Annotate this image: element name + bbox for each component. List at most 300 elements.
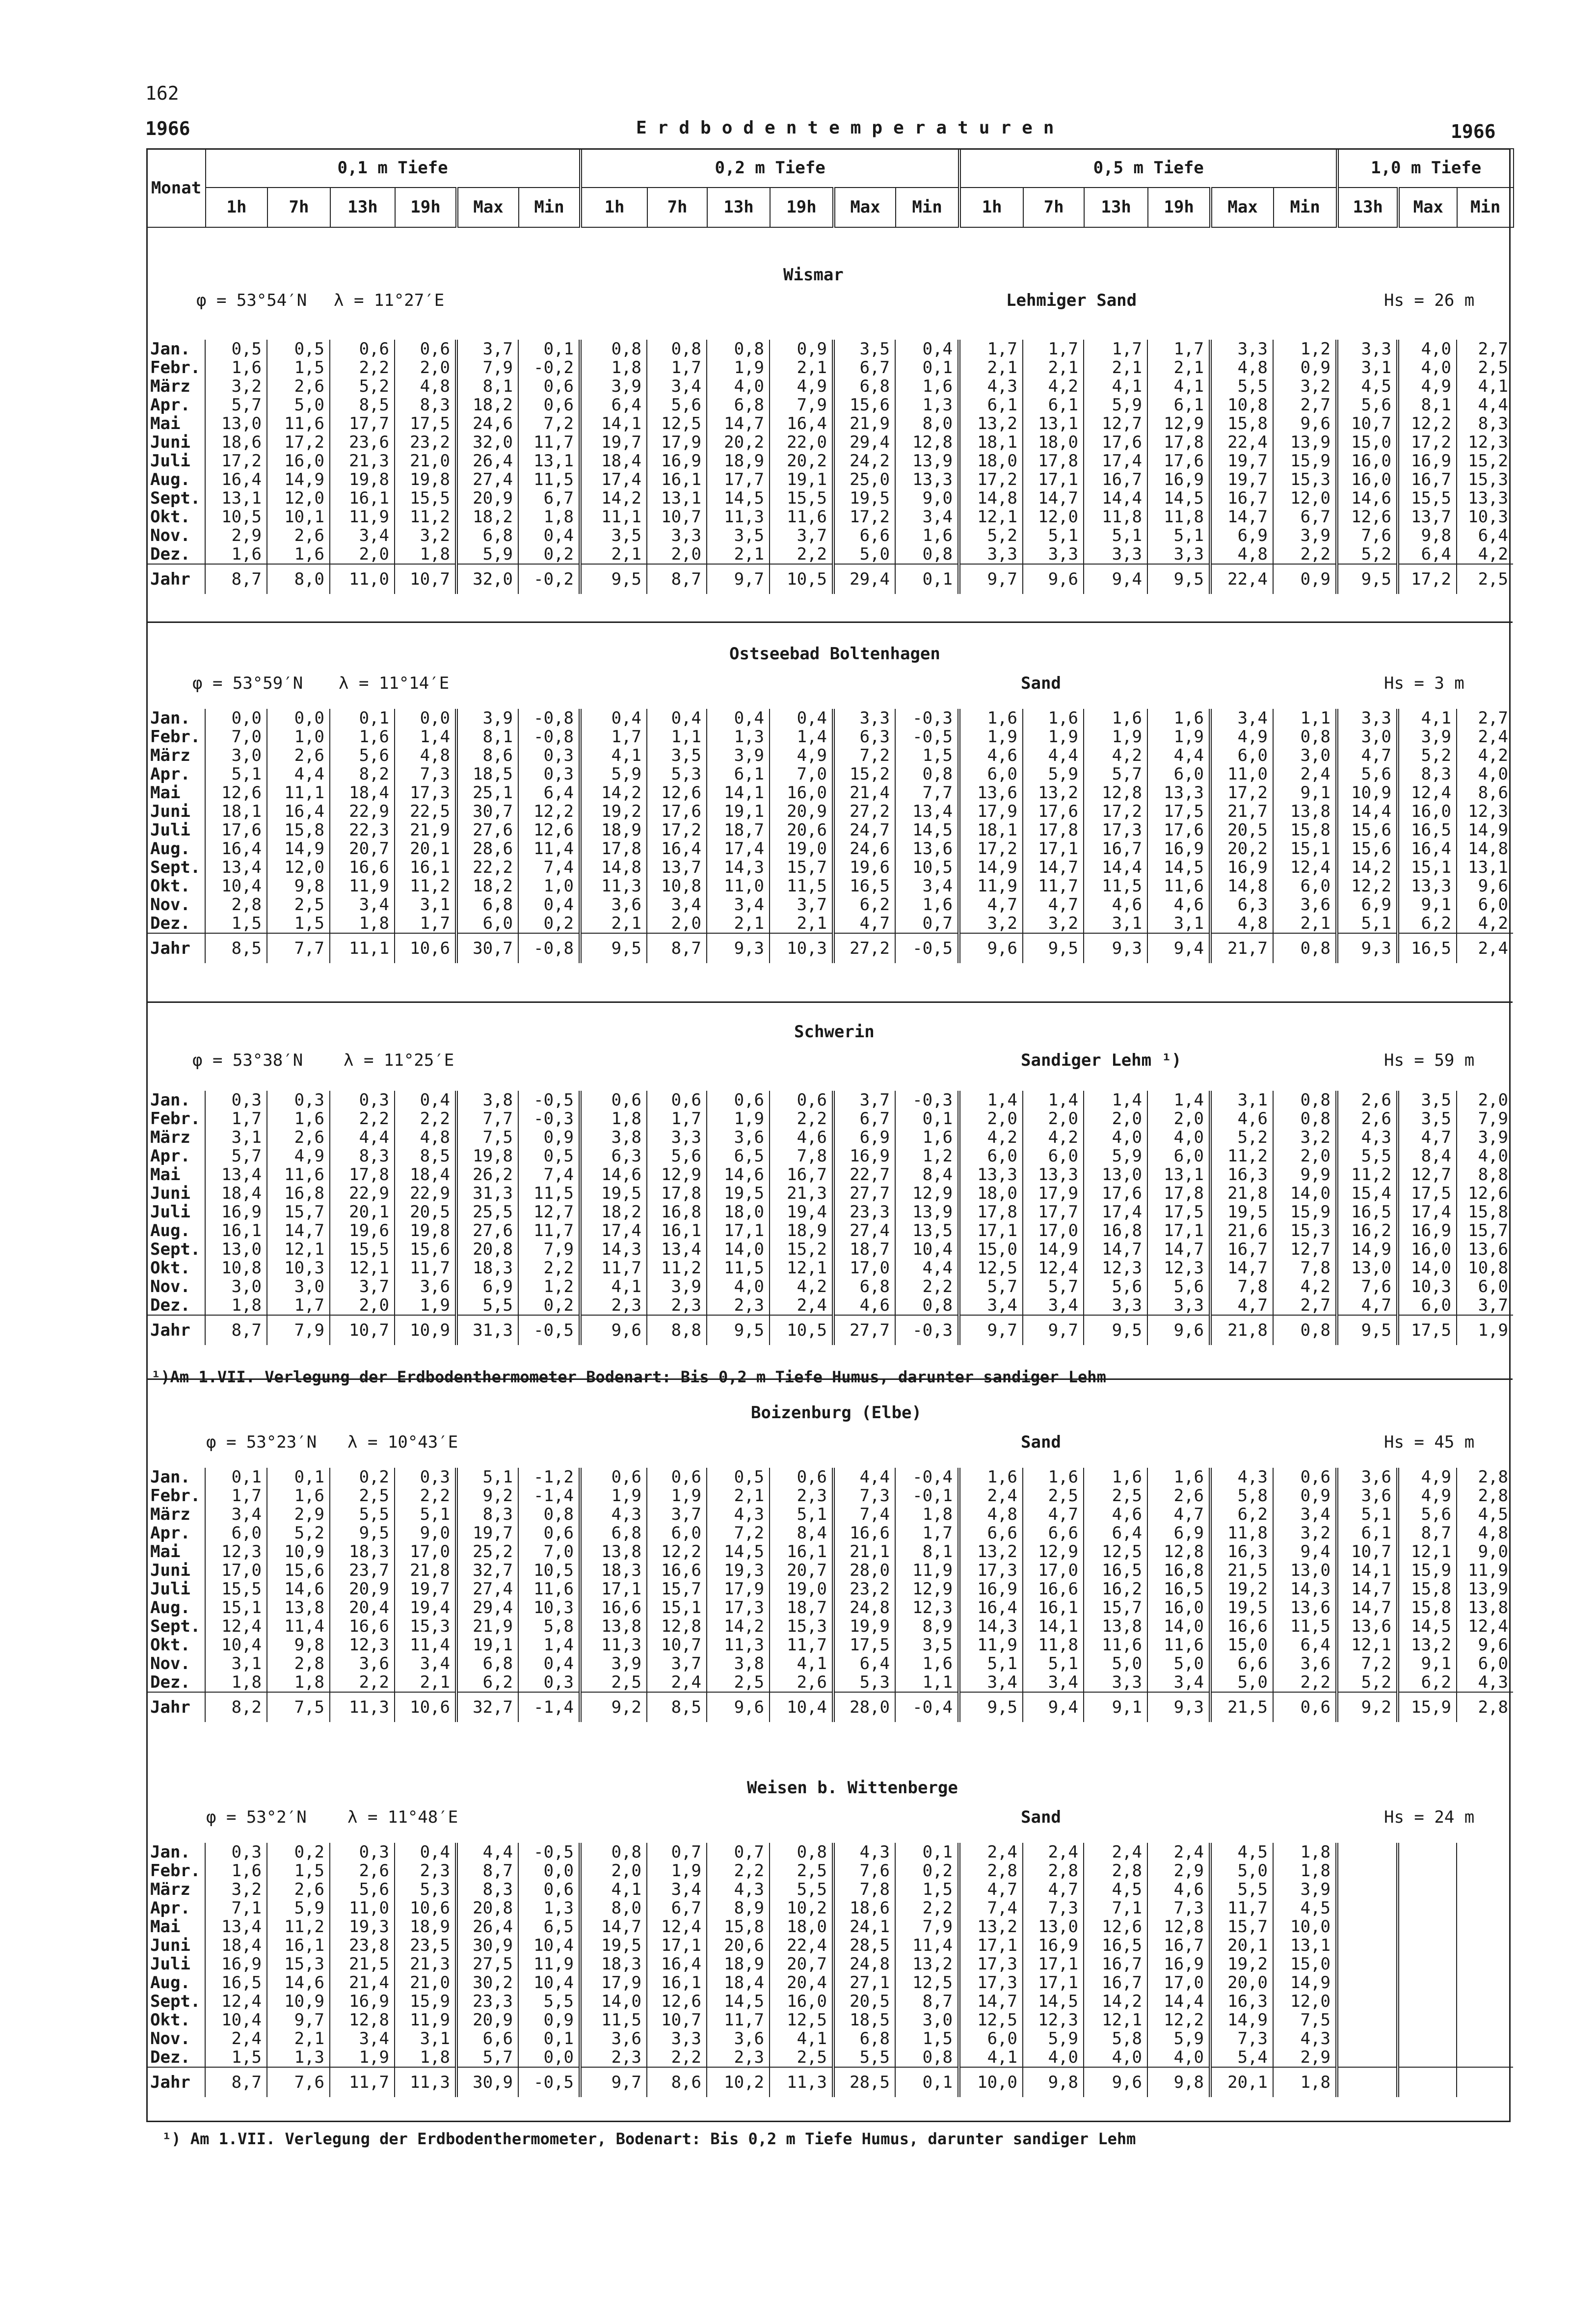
data-cell: 2,6 bbox=[770, 1673, 833, 1692]
data-cell: 17,8 bbox=[647, 1184, 707, 1203]
data-cell: 3,4 bbox=[647, 377, 707, 396]
data-cell: 6,0 bbox=[1457, 895, 1513, 914]
data-cell: 6,6 bbox=[833, 526, 895, 545]
month-label: Aug. bbox=[150, 1598, 190, 1617]
data-cell: 7,6 bbox=[1337, 1277, 1398, 1296]
data-cell: 16,4 bbox=[205, 470, 267, 489]
data-cell: 17,4 bbox=[580, 470, 647, 489]
data-cell: 21,5 bbox=[330, 1955, 395, 1973]
data-cell: 1,7 bbox=[395, 914, 456, 933]
data-cell: 18,3 bbox=[330, 1542, 395, 1561]
data-cell: 3,6 bbox=[580, 895, 647, 914]
data-cell: 9,8 bbox=[267, 877, 330, 895]
data-cell bbox=[1398, 2067, 1457, 2097]
data-cell: 7,9 bbox=[456, 358, 518, 377]
data-cell: 12,6 bbox=[647, 1992, 707, 2011]
data-cell: 13,1 bbox=[1147, 1165, 1210, 1184]
data-cell: 3,5 bbox=[833, 340, 895, 358]
data-cell: 4,8 bbox=[395, 1128, 456, 1147]
data-cell: 8,4 bbox=[770, 1524, 833, 1542]
data-cell: 21,5 bbox=[1210, 1692, 1273, 1722]
data-cell: 8,7 bbox=[895, 1992, 959, 2011]
data-cell: 1,4 bbox=[1084, 1091, 1147, 1109]
data-cell: 1,6 bbox=[1147, 1468, 1210, 1486]
data-cell: 2,0 bbox=[1023, 1109, 1084, 1128]
data-cell: 3,8 bbox=[580, 1128, 647, 1147]
data-cell: 2,5 bbox=[770, 1861, 833, 1880]
data-cell: 2,4 bbox=[1023, 1843, 1084, 1861]
data-cell: 16,6 bbox=[1023, 1580, 1084, 1598]
data-cell: 27,1 bbox=[833, 1973, 895, 1992]
data-cell: 9,5 bbox=[1147, 564, 1210, 594]
data-cell: 0,1 bbox=[518, 340, 580, 358]
data-cell: 8,8 bbox=[1457, 1165, 1513, 1184]
data-cell: 1,9 bbox=[1457, 1315, 1513, 1345]
data-cell: 6,6 bbox=[1210, 1654, 1273, 1673]
table-row bbox=[146, 1128, 1513, 1147]
data-cell: 1,7 bbox=[205, 1109, 267, 1128]
data-cell: 4,0 bbox=[707, 377, 770, 396]
data-cell: 15,5 bbox=[395, 489, 456, 508]
data-cell: 1,4 bbox=[1023, 1091, 1084, 1109]
data-cell: 17,4 bbox=[580, 1221, 647, 1240]
data-cell: 14,7 bbox=[1084, 1240, 1147, 1259]
data-cell: 3,4 bbox=[707, 895, 770, 914]
data-cell: 3,5 bbox=[895, 1636, 959, 1654]
data-cell: 1,7 bbox=[205, 1486, 267, 1505]
data-cell: 15,3 bbox=[1273, 470, 1337, 489]
data-cell: 5,2 bbox=[1337, 545, 1398, 564]
col-header: 7h bbox=[267, 188, 330, 227]
data-cell: 1,5 bbox=[895, 1880, 959, 1899]
data-cell: 15,8 bbox=[1457, 1203, 1513, 1221]
month-label: Jan. bbox=[150, 1842, 190, 1862]
data-cell: 0,4 bbox=[770, 709, 833, 728]
data-cell: 13,3 bbox=[1398, 877, 1457, 895]
month-label: Aug. bbox=[150, 470, 190, 489]
table-row bbox=[146, 1203, 1513, 1221]
data-cell: 9,1 bbox=[1398, 895, 1457, 914]
data-cell: 6,0 bbox=[959, 765, 1023, 783]
month-label: Nov. bbox=[150, 1277, 190, 1296]
data-cell: 3,6 bbox=[1337, 1468, 1398, 1486]
data-cell: 2,0 bbox=[580, 1861, 647, 1880]
station-height: Hs = 59 m bbox=[1384, 1051, 1475, 1070]
data-cell: 27,5 bbox=[456, 1955, 518, 1973]
data-cell: 16,8 bbox=[1084, 1221, 1147, 1240]
data-cell: 10,6 bbox=[395, 933, 456, 963]
data-cell: 13,2 bbox=[959, 1542, 1023, 1561]
data-cell: 12,9 bbox=[1023, 1542, 1084, 1561]
depth-header-0.5: 0,5 m Tiefe bbox=[959, 149, 1337, 188]
data-cell: 8,2 bbox=[205, 1692, 267, 1722]
data-cell: 5,0 bbox=[267, 396, 330, 414]
data-cell bbox=[1398, 1843, 1457, 1861]
data-cell: 12,4 bbox=[1398, 783, 1457, 802]
data-cell: 4,3 bbox=[707, 1880, 770, 1899]
data-cell: 20,2 bbox=[1210, 839, 1273, 858]
station-longitude: λ = 11°25′E bbox=[344, 1051, 454, 1070]
data-cell: 20,7 bbox=[770, 1955, 833, 1973]
data-cell: 2,6 bbox=[267, 1880, 330, 1899]
data-cell: 12,3 bbox=[1457, 802, 1513, 821]
data-cell: 19,9 bbox=[833, 1617, 895, 1636]
data-cell: 3,9 bbox=[707, 746, 770, 765]
data-cell: 17,2 bbox=[833, 508, 895, 526]
data-cell: 17,0 bbox=[833, 1259, 895, 1277]
data-cell: 20,5 bbox=[395, 1203, 456, 1221]
data-cell: 16,4 bbox=[647, 839, 707, 858]
data-cell: 18,1 bbox=[959, 821, 1023, 839]
data-cell: 15,7 bbox=[1210, 1917, 1273, 1936]
data-cell: 24,1 bbox=[833, 1917, 895, 1936]
data-cell: 14,6 bbox=[580, 1165, 647, 1184]
data-cell bbox=[1457, 1973, 1513, 1992]
data-cell: 14,9 bbox=[1023, 1240, 1084, 1259]
data-cell: 11,6 bbox=[267, 1165, 330, 1184]
data-cell: 14,7 bbox=[1337, 1598, 1398, 1617]
data-cell: 10,8 bbox=[1210, 396, 1273, 414]
data-cell: 6,9 bbox=[833, 1128, 895, 1147]
month-label: März bbox=[150, 377, 190, 396]
data-cell: 1,3 bbox=[895, 396, 959, 414]
data-cell: 6,4 bbox=[833, 1654, 895, 1673]
data-cell: 5,5 bbox=[1337, 1147, 1398, 1165]
col-header: 19h bbox=[770, 188, 834, 227]
data-cell: 1,9 bbox=[707, 1109, 770, 1128]
data-cell: 17,6 bbox=[1084, 1184, 1147, 1203]
data-cell: 15,2 bbox=[1457, 452, 1513, 470]
data-cell: 16,0 bbox=[1398, 1240, 1457, 1259]
data-cell: 9,8 bbox=[267, 1636, 330, 1654]
table-row bbox=[146, 1277, 1513, 1296]
data-cell: 19,7 bbox=[1210, 470, 1273, 489]
data-cell: 2,1 bbox=[770, 358, 833, 377]
data-cell: 20,1 bbox=[395, 839, 456, 858]
data-cell: 14,9 bbox=[1273, 1973, 1337, 1992]
data-cell: 10,0 bbox=[1273, 1917, 1337, 1936]
data-cell: 3,3 bbox=[647, 2029, 707, 2048]
data-cell: 17,9 bbox=[707, 1580, 770, 1598]
data-cell: 7,2 bbox=[1337, 1654, 1398, 1673]
data-cell: 2,0 bbox=[1273, 1147, 1337, 1165]
data-cell bbox=[1337, 1880, 1398, 1899]
data-cell: 12,8 bbox=[1084, 783, 1147, 802]
data-cell: 3,0 bbox=[205, 1277, 267, 1296]
data-cell: 6,0 bbox=[959, 1147, 1023, 1165]
data-cell: 20,7 bbox=[770, 1561, 833, 1580]
data-cell: 15,8 bbox=[267, 821, 330, 839]
data-cell: 8,5 bbox=[395, 1147, 456, 1165]
data-cell: 0,6 bbox=[518, 1524, 580, 1542]
year-left: 1966 bbox=[145, 118, 190, 139]
data-cell: 23,3 bbox=[456, 1992, 518, 2011]
data-cell: 3,6 bbox=[1273, 1654, 1337, 1673]
data-cell: 2,5 bbox=[1084, 1486, 1147, 1505]
data-cell: 19,5 bbox=[833, 489, 895, 508]
data-cell: 0,6 bbox=[647, 1091, 707, 1109]
data-cell: 0,9 bbox=[518, 2011, 580, 2029]
data-cell: 19,2 bbox=[1210, 1955, 1273, 1973]
data-cell: 2,9 bbox=[205, 526, 267, 545]
data-cell: 20,1 bbox=[1210, 1936, 1273, 1955]
data-cell: 4,9 bbox=[1398, 1468, 1457, 1486]
data-cell: 5,6 bbox=[647, 1147, 707, 1165]
data-cell: 8,4 bbox=[895, 1165, 959, 1184]
month-label: Febr. bbox=[150, 358, 201, 377]
month-label: Okt. bbox=[150, 2010, 190, 2030]
data-cell: 1,5 bbox=[205, 2048, 267, 2067]
data-cell: 3,9 bbox=[647, 1277, 707, 1296]
data-cell: 16,2 bbox=[1337, 1221, 1398, 1240]
data-cell: 2,8 bbox=[1457, 1486, 1513, 1505]
data-cell: 16,6 bbox=[580, 1598, 647, 1617]
table-row bbox=[146, 1524, 1513, 1542]
data-cell: 12,4 bbox=[647, 1917, 707, 1936]
data-cell: 11,2 bbox=[1210, 1147, 1273, 1165]
data-cell: 8,7 bbox=[205, 1315, 267, 1345]
data-cell: 6,9 bbox=[1210, 526, 1273, 545]
data-cell: 17,1 bbox=[1147, 1221, 1210, 1240]
data-cell: 4,6 bbox=[833, 1296, 895, 1315]
station-divider bbox=[146, 621, 1513, 623]
data-cell: 6,4 bbox=[1398, 545, 1457, 564]
data-cell: 2,3 bbox=[707, 2048, 770, 2067]
data-cell: 0,9 bbox=[1273, 358, 1337, 377]
data-cell: 19,8 bbox=[395, 1221, 456, 1240]
data-cell: 18,5 bbox=[833, 2011, 895, 2029]
data-cell: 0,0 bbox=[267, 709, 330, 728]
data-cell: 3,9 bbox=[1273, 526, 1337, 545]
table-row bbox=[146, 1654, 1513, 1673]
data-cell: 3,3 bbox=[1084, 1296, 1147, 1315]
data-cell: 13,5 bbox=[895, 1221, 959, 1240]
data-cell: 0,8 bbox=[580, 1843, 647, 1861]
data-cell: 6,0 bbox=[959, 2029, 1023, 2048]
data-cell: 20,5 bbox=[833, 1992, 895, 2011]
data-cell: 11,8 bbox=[1084, 508, 1147, 526]
data-cell bbox=[1337, 1992, 1398, 2011]
data-cell bbox=[1457, 1955, 1513, 1973]
data-cell: 1,0 bbox=[267, 728, 330, 746]
month-label: Nov. bbox=[150, 895, 190, 915]
station-longitude: λ = 11°27′E bbox=[334, 291, 445, 310]
data-cell: 19,2 bbox=[580, 802, 647, 821]
data-cell: 0,9 bbox=[1273, 564, 1337, 594]
data-cell bbox=[1398, 2029, 1457, 2048]
data-cell: 16,0 bbox=[770, 783, 833, 802]
data-cell: 22,7 bbox=[833, 1165, 895, 1184]
data-cell: 15,0 bbox=[1273, 1955, 1337, 1973]
data-cell: 16,9 bbox=[1398, 452, 1457, 470]
data-cell: 1,7 bbox=[1084, 340, 1147, 358]
data-cell: 2,9 bbox=[1273, 2048, 1337, 2067]
data-cell: 2,5 bbox=[707, 1673, 770, 1692]
data-cell: 16,2 bbox=[1084, 1580, 1147, 1598]
data-cell: 31,3 bbox=[456, 1184, 518, 1203]
data-cell: 16,1 bbox=[647, 1973, 707, 1992]
data-cell: 6,7 bbox=[833, 358, 895, 377]
data-cell: 14,0 bbox=[1273, 1184, 1337, 1203]
table-row bbox=[146, 1259, 1513, 1277]
data-cell: 16,7 bbox=[1398, 470, 1457, 489]
table-row bbox=[146, 858, 1513, 877]
data-cell: 30,7 bbox=[456, 802, 518, 821]
data-cell: 16,5 bbox=[1337, 1203, 1398, 1221]
data-cell: 22,0 bbox=[770, 433, 833, 452]
data-cell: 9,7 bbox=[267, 2011, 330, 2029]
data-cell: 17,2 bbox=[1210, 783, 1273, 802]
data-cell: 0,2 bbox=[330, 1468, 395, 1486]
data-cell: 2,1 bbox=[395, 1673, 456, 1692]
data-cell: 15,3 bbox=[1273, 1221, 1337, 1240]
data-cell: 9,5 bbox=[1084, 1315, 1147, 1345]
data-cell: 8,5 bbox=[330, 396, 395, 414]
data-cell: 14,5 bbox=[1147, 858, 1210, 877]
data-cell: 16,0 bbox=[1147, 1598, 1210, 1617]
data-cell: 6,2 bbox=[1398, 914, 1457, 933]
data-cell: 21,8 bbox=[395, 1561, 456, 1580]
data-cell: 14,1 bbox=[580, 414, 647, 433]
data-cell: 4,0 bbox=[707, 1277, 770, 1296]
data-cell: 10,9 bbox=[395, 1315, 456, 1345]
data-cell: 2,7 bbox=[1457, 340, 1513, 358]
data-cell: 16,1 bbox=[770, 1542, 833, 1561]
data-cell: 6,2 bbox=[1210, 1505, 1273, 1524]
station-name: Boizenburg (Elbe) bbox=[751, 1403, 922, 1423]
data-cell: 14,2 bbox=[1084, 1992, 1147, 2011]
data-cell: 7,8 bbox=[1273, 1259, 1337, 1277]
col-header: Min bbox=[1274, 188, 1337, 227]
data-cell: 17,4 bbox=[1084, 1203, 1147, 1221]
data-cell: 17,2 bbox=[205, 452, 267, 470]
data-cell: 2,4 bbox=[1273, 765, 1337, 783]
data-cell: 4,4 bbox=[456, 1843, 518, 1861]
station-name: Schwerin bbox=[794, 1022, 875, 1042]
data-cell: 6,0 bbox=[1023, 1147, 1084, 1165]
data-cell: 12,4 bbox=[1273, 858, 1337, 877]
month-label: Jahr bbox=[146, 564, 205, 594]
data-cell: 15,6 bbox=[833, 396, 895, 414]
data-cell: 1,9 bbox=[647, 1861, 707, 1880]
data-cell: 5,0 bbox=[1084, 1654, 1147, 1673]
data-cell bbox=[1398, 1899, 1457, 1917]
data-cell: 17,2 bbox=[267, 433, 330, 452]
data-cell: 27,4 bbox=[456, 1580, 518, 1598]
month-label: Jan. bbox=[150, 339, 190, 359]
data-cell: 0,8 bbox=[770, 1843, 833, 1861]
data-cell: 11,2 bbox=[395, 877, 456, 895]
data-cell: 12,1 bbox=[770, 1259, 833, 1277]
data-cell: 7,3 bbox=[395, 765, 456, 783]
month-label: Febr. bbox=[150, 1861, 201, 1881]
data-cell: 14,0 bbox=[580, 1992, 647, 2011]
data-cell: 15,7 bbox=[770, 858, 833, 877]
data-cell: 4,2 bbox=[959, 1128, 1023, 1147]
data-cell: 8,1 bbox=[1398, 396, 1457, 414]
data-cell: 2,8 bbox=[1457, 1692, 1513, 1722]
data-cell: 21,0 bbox=[395, 452, 456, 470]
data-cell: 2,0 bbox=[647, 545, 707, 564]
depth-header-0.2: 0,2 m Tiefe bbox=[581, 149, 959, 188]
data-cell: 18,2 bbox=[580, 1203, 647, 1221]
data-cell: 12,7 bbox=[1398, 1165, 1457, 1184]
data-cell bbox=[1398, 1880, 1457, 1899]
data-cell: 18,2 bbox=[456, 396, 518, 414]
data-cell: 17,5 bbox=[1398, 1184, 1457, 1203]
data-cell: 1,8 bbox=[1273, 1861, 1337, 1880]
data-cell: 13,8 bbox=[267, 1598, 330, 1617]
data-cell: 16,9 bbox=[205, 1203, 267, 1221]
data-cell: 11,3 bbox=[770, 2067, 833, 2097]
table-row bbox=[146, 877, 1513, 895]
data-cell: 20,1 bbox=[330, 1203, 395, 1221]
data-cell: 2,6 bbox=[267, 1128, 330, 1147]
data-cell: 11,2 bbox=[1337, 1165, 1398, 1184]
data-cell: 12,5 bbox=[959, 1259, 1023, 1277]
data-cell: 3,7 bbox=[770, 526, 833, 545]
data-cell: 11,7 bbox=[395, 1259, 456, 1277]
table-row bbox=[146, 1899, 1513, 1917]
data-cell: 11,1 bbox=[580, 508, 647, 526]
data-cell: 16,9 bbox=[1147, 470, 1210, 489]
data-cell: 17,6 bbox=[205, 821, 267, 839]
data-cell: 19,1 bbox=[707, 802, 770, 821]
data-cell: 0,8 bbox=[580, 340, 647, 358]
data-cell: 5,5 bbox=[770, 1880, 833, 1899]
data-cell: 16,6 bbox=[330, 858, 395, 877]
data-cell: 3,4 bbox=[330, 526, 395, 545]
data-cell: 12,5 bbox=[895, 1973, 959, 1992]
data-cell: 18,0 bbox=[707, 1203, 770, 1221]
data-cell: 4,6 bbox=[770, 1128, 833, 1147]
data-cell: 4,8 bbox=[395, 746, 456, 765]
data-cell: 3,1 bbox=[1084, 914, 1147, 933]
data-cell: 22,4 bbox=[1210, 433, 1273, 452]
data-cell: 12,3 bbox=[895, 1598, 959, 1617]
data-cell: 10,7 bbox=[647, 2011, 707, 2029]
data-cell: 2,1 bbox=[707, 545, 770, 564]
data-cell: 21,0 bbox=[395, 1973, 456, 1992]
data-cell: 14,9 bbox=[267, 839, 330, 858]
data-cell: 4,4 bbox=[833, 1468, 895, 1486]
data-cell: 17,1 bbox=[1023, 470, 1084, 489]
data-cell: 6,0 bbox=[1273, 877, 1337, 895]
data-cell: 3,7 bbox=[770, 895, 833, 914]
data-cell: 9,1 bbox=[1084, 1692, 1147, 1722]
data-cell: 4,1 bbox=[1398, 709, 1457, 728]
data-cell: 18,9 bbox=[395, 1917, 456, 1936]
data-cell: 5,7 bbox=[456, 2048, 518, 2067]
month-label: Juli bbox=[150, 1202, 190, 1222]
data-cell: 0,8 bbox=[1273, 1091, 1337, 1109]
data-cell: 5,9 bbox=[1023, 765, 1084, 783]
data-cell: 10,8 bbox=[205, 1259, 267, 1277]
data-cell: 2,8 bbox=[959, 1861, 1023, 1880]
data-cell: 0,1 bbox=[895, 1109, 959, 1128]
data-cell: 17,0 bbox=[1023, 1561, 1084, 1580]
data-cell: 0,8 bbox=[518, 1505, 580, 1524]
data-cell: 23,3 bbox=[833, 1203, 895, 1221]
data-cell: 3,9 bbox=[456, 709, 518, 728]
data-cell: 0,8 bbox=[895, 545, 959, 564]
data-cell: 14,6 bbox=[1337, 489, 1398, 508]
data-cell: 0,8 bbox=[1273, 933, 1337, 963]
data-cell: 8,1 bbox=[895, 1542, 959, 1561]
data-cell: 11,2 bbox=[647, 1259, 707, 1277]
data-cell: 9,5 bbox=[580, 564, 647, 594]
data-cell bbox=[1398, 1861, 1457, 1880]
